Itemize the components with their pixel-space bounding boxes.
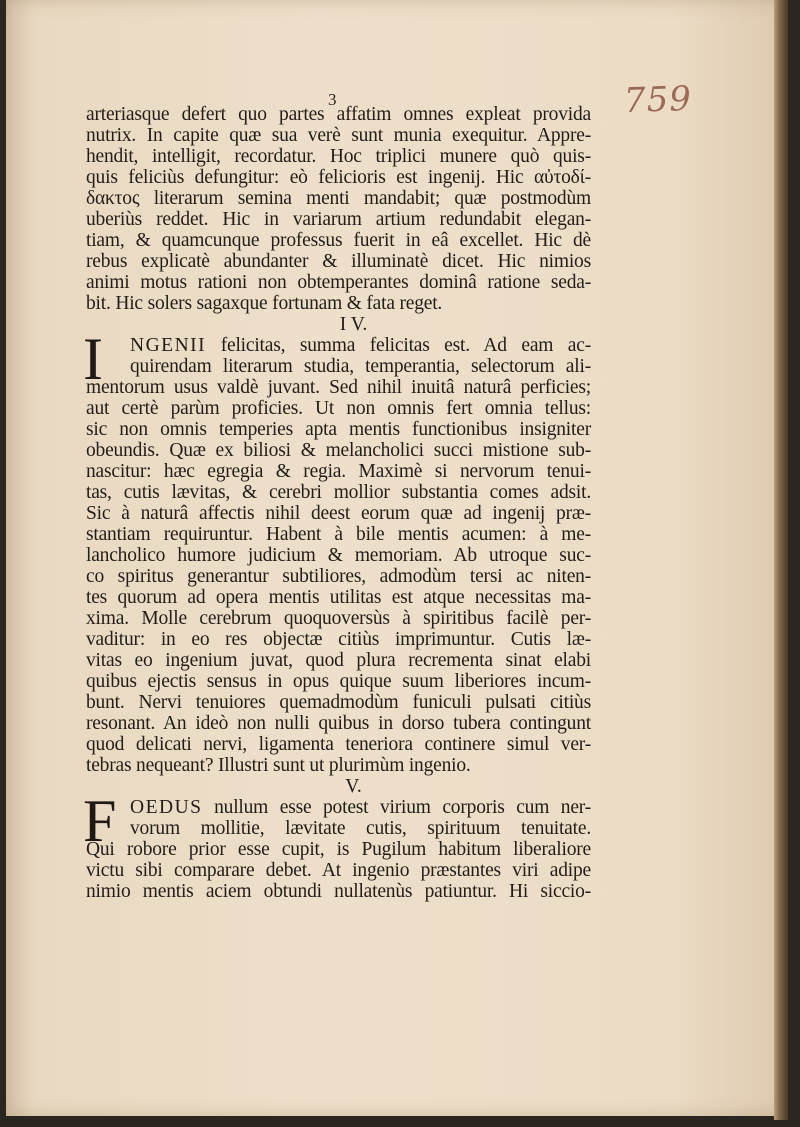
text-line: quibus ejectis sensus in opus quique suum liberiores incum- <box>86 671 591 692</box>
text-line: rebus explicatè abundanter & illuminatè dicet. Hic nimios <box>86 251 591 272</box>
text-line: obeundis. Quæ ex biliosi & melancholici succi mistione sub- <box>86 440 591 461</box>
text-line: tes quorum ad opera mentis utilitas est atque necessitas ma- <box>86 587 591 608</box>
text-line: Sic à naturâ affectis nihil deest eorum quæ ad ingenij præ- <box>86 503 591 524</box>
text-line: sic non omnis temperies apta mentis functionibus insigniter <box>86 419 591 440</box>
text-line: bunt. Nervi tenuiores quemadmodùm funiculi pulsati citiùs <box>86 692 591 713</box>
text-line: victu sibi comparare debet. At ingenio præstantes viri adipe <box>86 860 591 881</box>
page-number: 3 <box>328 90 337 109</box>
text-line: tebras nequeant? Illustri sunt ut plurimùm ingenio. <box>86 755 471 776</box>
text-line: vaditur: in eo res objectæ citiùs imprimuntur. Cutis læ- <box>86 629 591 650</box>
text-line: arteriasque defert quo partes affatim omnes expleat provida <box>86 104 591 125</box>
book-page <box>6 0 788 1116</box>
text-line: uberiùs reddet. Hic in variarum artium redundabit elegan- <box>86 209 591 230</box>
page-edge <box>774 0 788 1120</box>
text-span: felicitas, summa felicitas est. Ad eam ac- <box>206 335 591 356</box>
text-line: Qui robore prior esse cupit, is Pugilum habitum liberaliore <box>86 839 591 860</box>
text-line: tiam, & quamcunque professus fuerit in eâ excellet. Hic dè <box>86 230 591 251</box>
text-line: aut certè parùm proficies. Ut non omnis fert omnia tellus: <box>86 398 591 419</box>
text-span: nullum esse potest virium corporis cum ner- <box>202 797 591 818</box>
text-line: nutrix. In capite quæ sua verè sunt munia exequitur. Appre- <box>86 125 591 146</box>
handwritten-folio-number: 759 <box>623 78 693 122</box>
text-line: quirendam literarum studia, temperantia, selectorum ali- <box>130 356 591 377</box>
text-line: lancholico humore judicium & memoriam. Ab utroque suc- <box>86 545 591 566</box>
first-word: OEDUS <box>130 797 203 818</box>
main-text <box>83 104 591 902</box>
text-line: quod delicati nervi, ligamenta teneriora continere simul ver- <box>86 734 591 755</box>
text-line: co spiritus generantur subtiliores, admodùm tersi ac niten- <box>86 566 591 587</box>
text-line: δακτος literarum semina menti mandabit; quæ postmodùm <box>86 188 591 209</box>
text-line: bit. Hic solers sagaxque fortunam & fata reget. <box>86 293 443 314</box>
section-v <box>83 788 591 902</box>
text-line: quis feliciùs defungitur: eò felicioris est ingenij. Hic αὐτοδί- <box>86 167 591 188</box>
text-line: nascitur: hæc egregia & regia. Maximè si nervorum tenui- <box>86 461 591 482</box>
text-line: vorum mollitie, lævitate cutis, spirituum tenuitate. <box>130 818 591 839</box>
text-line: resonant. An ideò non nulli quibus in dorso tubera contingunt <box>86 713 591 734</box>
text-line <box>86 797 591 818</box>
section-iv <box>83 326 591 776</box>
text-line: tas, cutis lævitas, & cerebri mollior substantia comes adsit. <box>86 482 591 503</box>
section-heading-v: V. <box>345 776 362 797</box>
first-word: NGENII <box>130 335 207 356</box>
text-line: stantiam requiruntur. Habent à bile mentis acumen: à me- <box>86 524 591 545</box>
text-line: hendit, intelligit, recordatur. Hoc triplici munere quò quis- <box>86 146 591 167</box>
text-line: vitas eo ingenium juvat, quod plura recrementa sinat elabi <box>86 650 591 671</box>
text-line: mentorum usus valdè juvant. Sed nihil inuitâ naturâ perficies; <box>86 377 591 398</box>
text-line: nimio mentis aciem obtundi nullatenùs patiuntur. Hi siccio- <box>86 881 591 902</box>
section-heading-iv: I V. <box>339 314 368 335</box>
paragraph-continuation <box>86 104 591 314</box>
drop-cap: I <box>83 326 103 392</box>
text-line: animi motus rationi non obtemperantes dominâ ratione seda- <box>86 272 591 293</box>
text-line: xima. Molle cerebrum quoquoversùs à spiritibus facilè per- <box>86 608 591 629</box>
drop-cap: F <box>83 788 117 854</box>
text-line <box>86 335 591 356</box>
